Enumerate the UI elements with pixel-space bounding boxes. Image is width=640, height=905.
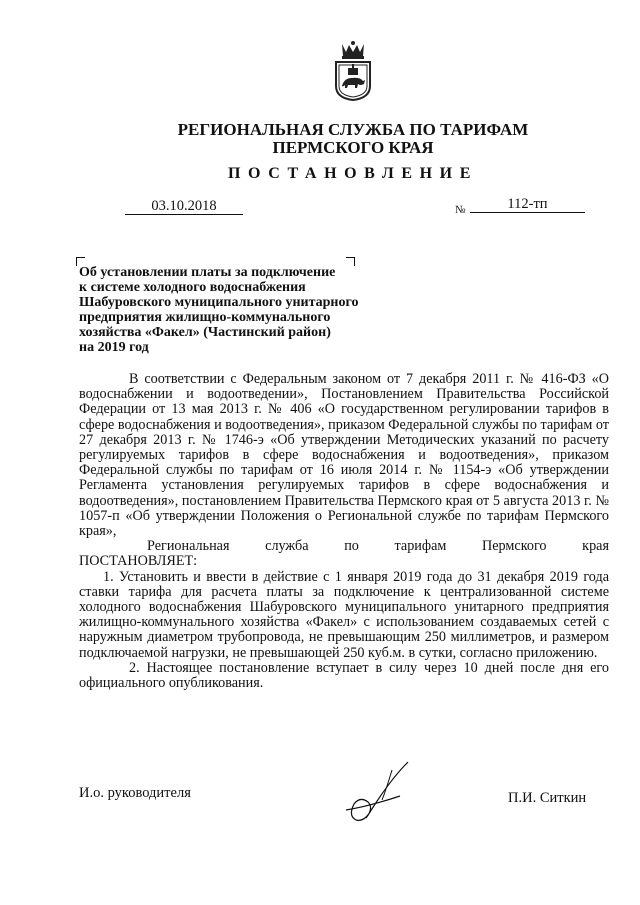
handwritten-signature-icon bbox=[330, 760, 420, 830]
item-2-paragraph: 2. Настоящее постановление вступает в силу через 10 дней после дня его официального опубликования. bbox=[79, 659, 609, 692]
resolve-word-postanovlyaet: ПОСТАНОВЛЯЕТ: bbox=[79, 553, 198, 570]
number-label: № bbox=[455, 204, 466, 216]
document-date: 03.10.2018 bbox=[125, 198, 243, 215]
preamble-paragraph: В соответствии с Федеральным законом от 7 декабря 2011 г. № 416-ФЗ «О водоснабжении и водоотведении», Постановлением Правительства Российской Федерации от 13 мая 2013 г. № 406 «О государственном регулировании тарифов в сфере водоснабжения и водоотведения», приказом Федеральной службы по тарифам от 27 декабря 2013 г. № 1746-э «Об утверждении Методических указаний по расчету регулируемых тарифов в сфере водоснабжения и водоотведения», приказом Федеральной службы по тарифам от 16 июля 2014 г. № 1154-э «Об утверждении Регламента установления регулируемых тарифов в сфере водоснабжения и водоотведения», постановлением Правительства Пермского края от 5 августа 2013 г. № 1057-п «Об утверждении Положения о Региональной службе по тарифам Пермского края», bbox=[79, 371, 609, 540]
document-type: ПОСТАНОВЛЕНИЕ bbox=[228, 165, 478, 182]
subject-line: хозяйства «Факел» (Частинский район) bbox=[79, 325, 331, 340]
resolve-word: тарифам bbox=[394, 538, 447, 555]
coat-of-arms-icon bbox=[330, 40, 376, 102]
subject-line: Об установлении платы за подключение bbox=[79, 265, 336, 280]
resolve-word: Пермского bbox=[482, 538, 547, 555]
resolve-word: Региональная bbox=[147, 538, 230, 555]
subject-line: на 2019 год bbox=[79, 340, 149, 355]
signatory-name: П.И. Ситкин bbox=[508, 790, 587, 806]
issuer-name-line1: РЕГИОНАЛЬНАЯ СЛУЖБА ПО ТАРИФАМ bbox=[177, 120, 529, 139]
resolve-word: служба bbox=[265, 538, 309, 555]
subject-line: предприятия жилищно-коммунального bbox=[79, 310, 331, 325]
document-subject bbox=[79, 265, 399, 355]
resolve-word: по bbox=[344, 538, 359, 555]
issuer-name-line2: ПЕРМСКОГО КРАЯ bbox=[272, 138, 434, 157]
item-1-paragraph: 1. Установить и ввести в действие с 1 января 2019 года до 31 декабря 2019 года ставки тарифа для расчета платы за подключение к централизованной системе холодного водоснабжения Шабуровского муниципального унитарного предприятия жилищно-коммунального хозяйства «Факел» с использованием создаваемых сетей с наружным диаметром трубопровода, не превышающим 250 миллиметров, и размером подключаемой нагрузки, не превышающей 250 куб.м. в сутки, согласно приложению. bbox=[79, 568, 609, 661]
signatory-position: И.о. руководителя bbox=[79, 785, 191, 801]
resolving-body-line bbox=[79, 539, 609, 554]
subject-line: к системе холодного водоснабжения bbox=[79, 280, 306, 295]
subject-line: Шабуровского муниципального унитарного bbox=[79, 295, 359, 310]
document-body bbox=[79, 372, 609, 691]
resolve-word: края bbox=[582, 538, 609, 555]
document-number: 112-тп bbox=[470, 196, 585, 213]
